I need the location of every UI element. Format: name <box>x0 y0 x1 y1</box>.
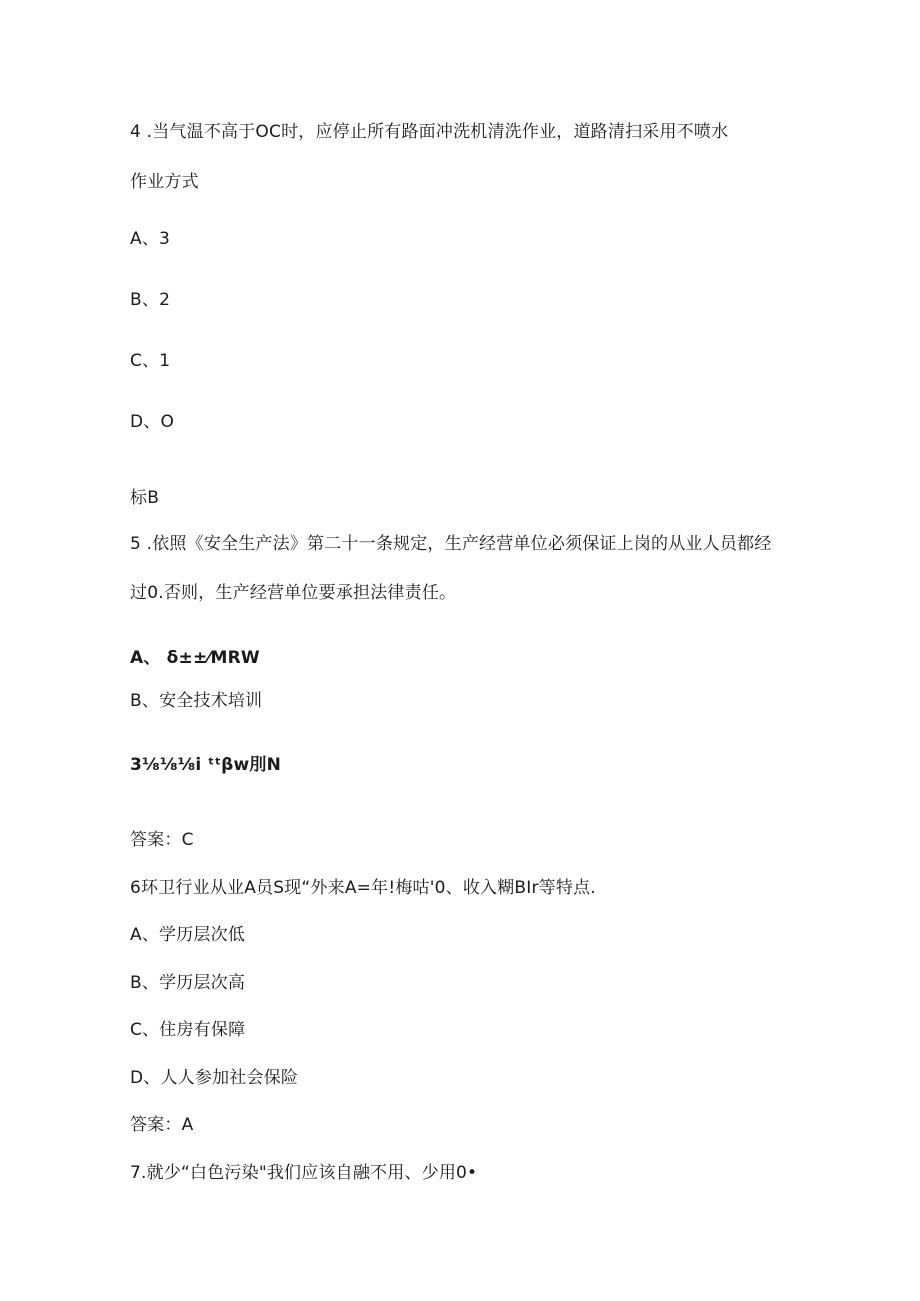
question-5-answer: 答案：C <box>130 830 194 850</box>
question-4-option-c: C、1 <box>130 351 171 371</box>
question-5-option-a: A、 δ±±⁄MRW <box>130 648 260 668</box>
question-6-option-a: A、学历层次低 <box>130 925 246 945</box>
question-5-stem-line1: 5 .依照《安全生产法》第二十一条规定，生产经营单位必须保证上岗的从业人员都经 <box>130 534 772 554</box>
question-4-option-d: D、O <box>130 412 175 432</box>
question-6-answer: 答案：A <box>130 1115 194 1135</box>
question-6-option-c: C、住房有保障 <box>130 1020 246 1040</box>
question-4-option-b: B、2 <box>130 290 171 310</box>
question-5-option-b: B、安全技术培训 <box>130 691 263 711</box>
question-4-stem-line1: 4 .当气温不高于OC时，应停止所有路面冲洗机清洗作业，道路清扫采用不喷水 <box>130 122 729 142</box>
question-5-option-c: 3⅛⅛⅛i ᵗᵗβw刖N <box>130 755 282 775</box>
question-4-option-a: A、3 <box>130 229 171 249</box>
question-4-answer: 标B <box>130 488 160 508</box>
question-6-option-d: D、人人参加社会保险 <box>130 1068 299 1088</box>
question-6-stem: 6环卫行业从业A员S现“外来A=年!梅咕'0、收入糊BIr等特点. <box>130 878 596 898</box>
question-5-stem-line2: 过0.否则，生产经营单位要承担法律责任。 <box>130 583 457 603</box>
question-6-option-b: B、学历层次高 <box>130 973 246 993</box>
question-7-stem: 7.就少“白色污染"我们应该自融不用、少用0• <box>130 1163 478 1183</box>
question-4-stem-line2: 作业方式 <box>130 172 199 192</box>
